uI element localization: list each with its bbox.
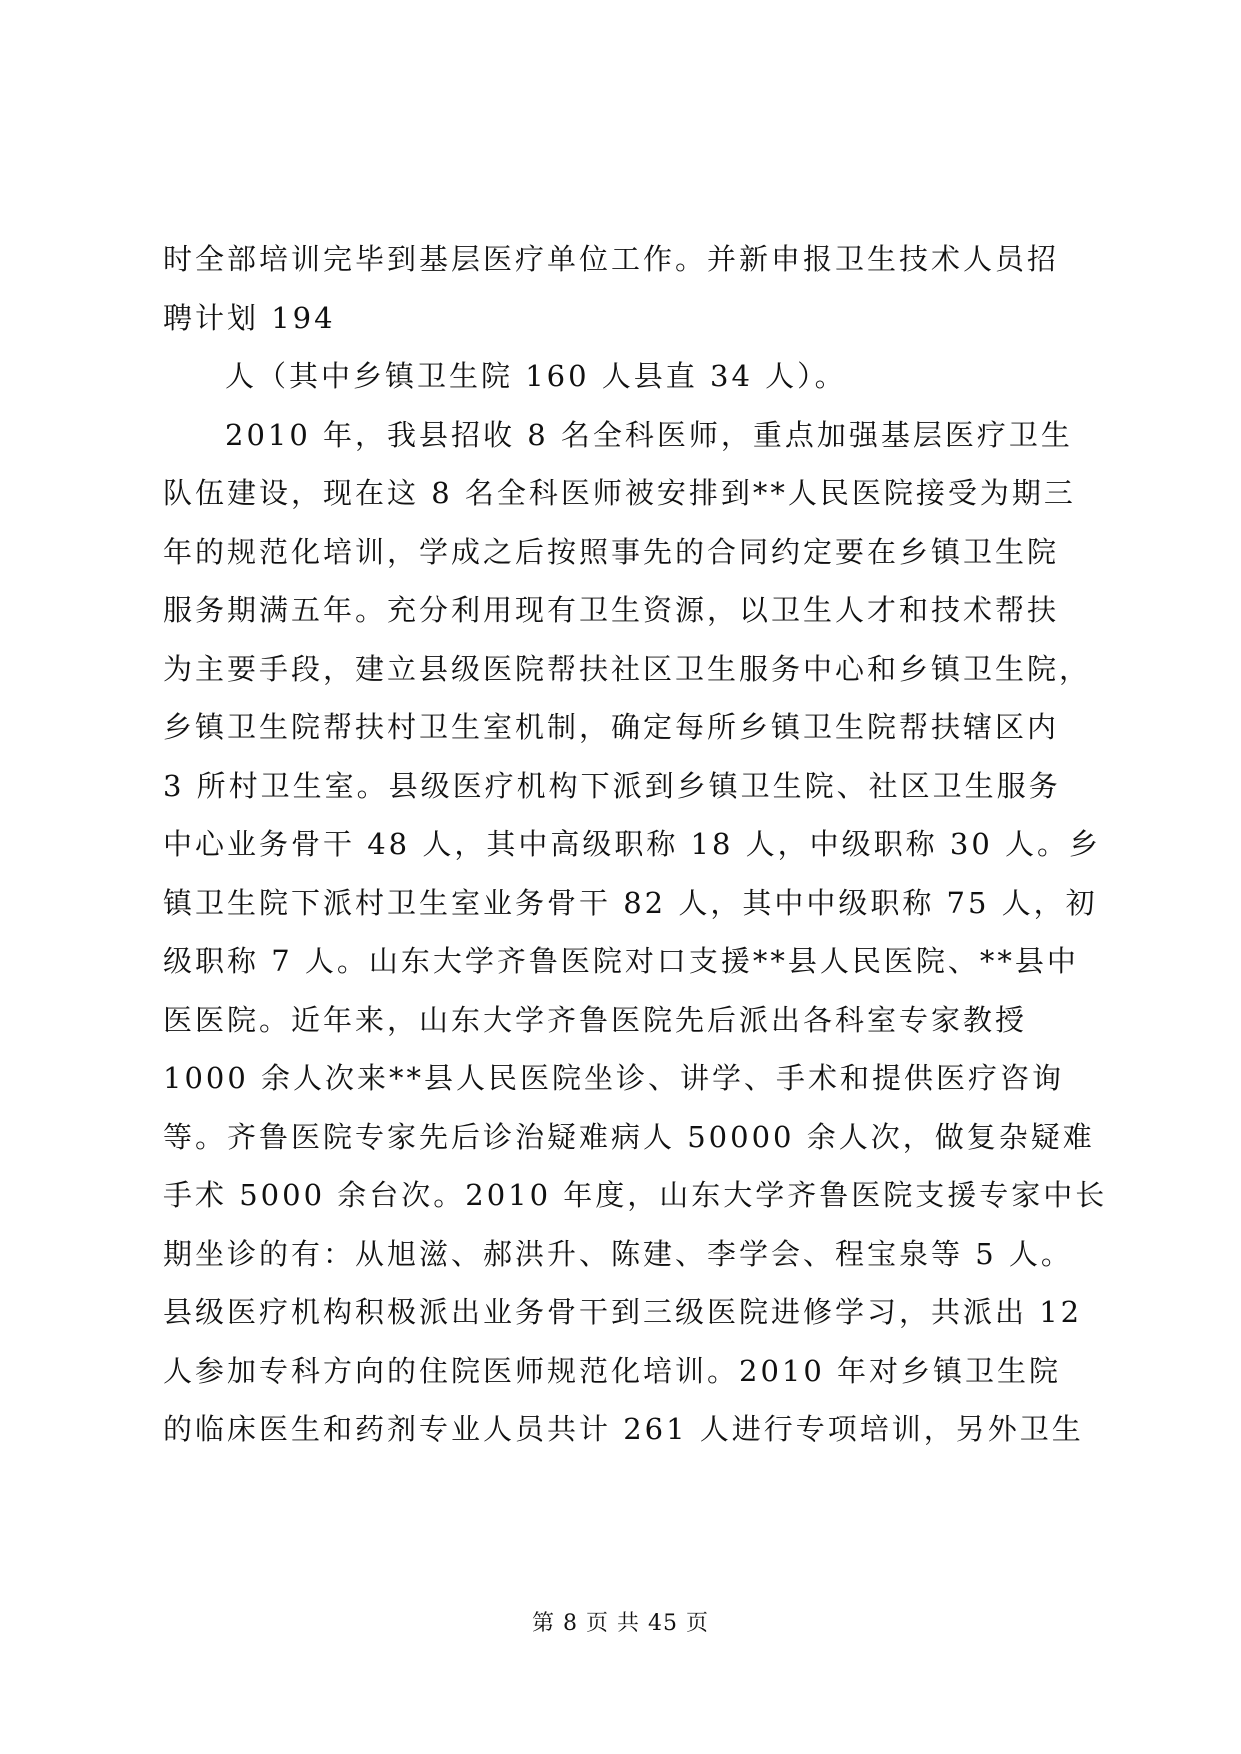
text-line: 1000 余人次来**县人民医院坐诊、讲学、手术和提供医疗咨询 xyxy=(163,1061,1065,1095)
text-line: 3 所村卫生室。县级医疗机构下派到乡镇卫生院、社区卫生服务 xyxy=(163,768,1061,803)
text-line: 乡镇卫生院帮扶村卫生室机制，确定每所乡镇卫生院帮扶辖区内 xyxy=(163,710,1060,744)
text-line: 镇卫生院下派村卫生室业务骨干 82 人，其中中级职称 75 人，初 xyxy=(163,885,1098,920)
text-line: 中心业务骨干 48 人，其中高级职称 18 人，中级职称 30 人。乡 xyxy=(163,827,1102,861)
text-line: 人参加专科方向的住院医师规范化培训。2010 年对乡镇卫生院 xyxy=(163,1353,1062,1388)
body-text xyxy=(163,230,1108,1459)
text-line: 人（其中乡镇卫生院 160 人县直 34 人）。 xyxy=(225,359,847,393)
text-line: 年的规范化培训，学成之后按照事先的合同约定要在乡镇卫生院 xyxy=(163,534,1060,569)
text-line: 服务期满五年。充分利用现有卫生资源，以卫生人才和技术帮扶 xyxy=(163,593,1060,627)
text-line: 手术 5000 余台次。2010 年度，山东大学齐鲁医院支援专家中长 xyxy=(163,1178,1108,1212)
text-line: 队伍建设，现在这 8 名全科医师被安排到**人民医院接受为期三 xyxy=(163,476,1076,510)
text-line: 县级医疗机构积极派出业务骨干到三级医院进修学习，共派出 12 xyxy=(163,1295,1083,1329)
text-line: 聘计划 194 xyxy=(163,300,336,335)
page-number-footer: 第 8 页 共 45 页 xyxy=(532,1611,709,1636)
text-line: 的临床医生和药剂专业人员共计 261 人进行专项培训，另外卫生 xyxy=(163,1412,1084,1446)
text-line: 级职称 7 人。山东大学齐鲁医院对口支援**县人民医院、**县中 xyxy=(163,944,1079,978)
text-line: 时全部培训完毕到基层医疗单位工作。并新申报卫生技术人员招 xyxy=(163,242,1060,276)
paragraph-start-line: 2010 年，我县招收 8 名全科医师，重点加强基层医疗卫生 xyxy=(225,417,1073,452)
text-line: 等。齐鲁医院专家先后诊治疑难病人 50000 余人次，做复杂疑难 xyxy=(163,1119,1095,1154)
text-line: 为主要手段，建立县级医院帮扶社区卫生服务中心和乡镇卫生院， xyxy=(163,651,1092,686)
text-line: 期坐诊的有：从旭滋、郝洪升、陈建、李学会、程宝泉等 5 人。 xyxy=(163,1236,1073,1271)
text-line: 医医院。近年来，山东大学齐鲁医院先后派出各科室专家教授 xyxy=(163,1002,1028,1037)
